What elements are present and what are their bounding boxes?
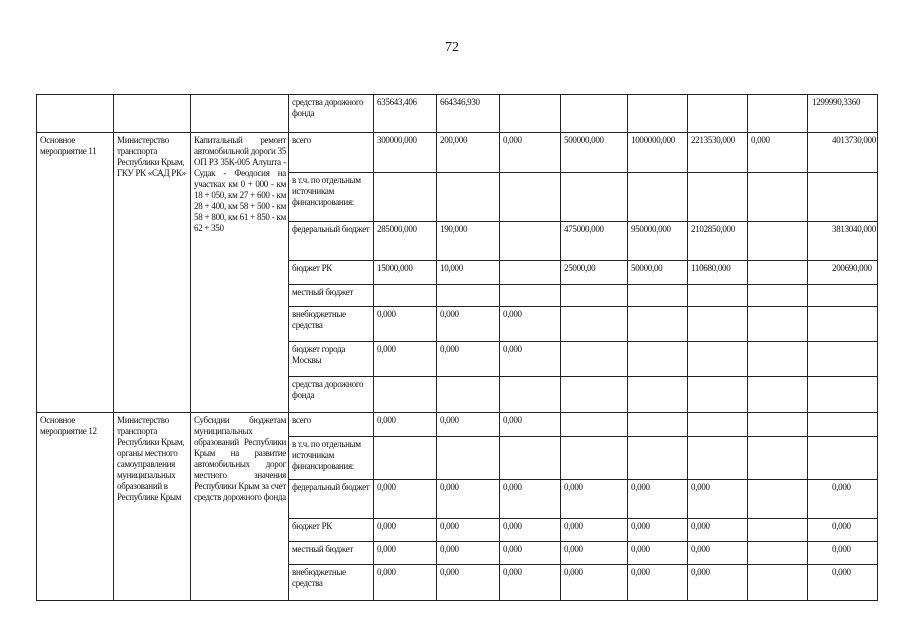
amount-cell: [628, 95, 688, 133]
funding-source-cell: бюджет РК: [289, 519, 374, 542]
amount-cell: 500000,000: [561, 133, 628, 173]
amount-cell: 0,000: [561, 542, 628, 565]
amount-cell: 0,000: [500, 519, 561, 542]
amount-cell: [748, 542, 808, 565]
amount-cell: [808, 377, 878, 413]
amount-cell: 0,000: [808, 565, 878, 601]
table-row: [37, 413, 878, 437]
amount-cell: [628, 377, 688, 413]
amount-cell: [748, 342, 808, 377]
amount-cell: 0,000: [500, 542, 561, 565]
amount-cell: [688, 95, 748, 133]
amount-cell: [748, 285, 808, 307]
amount-cell: [374, 437, 437, 480]
amount-cell: 0,000: [500, 413, 561, 437]
amount-cell: [808, 307, 878, 342]
amount-cell: 0,000: [561, 519, 628, 542]
amount-cell: 0,000: [500, 480, 561, 519]
amount-cell: [500, 95, 561, 133]
amount-cell: 0,000: [437, 542, 500, 565]
funding-source-cell: федеральный бюджет: [289, 480, 374, 519]
amount-cell: [748, 222, 808, 261]
executor-name: Министерство транспорта Республики Крым, ГКУ РК «САД РК»: [114, 133, 191, 413]
amount-cell: [808, 437, 878, 480]
amount-cell: [688, 173, 748, 222]
amount-cell: 0,000: [437, 480, 500, 519]
amount-cell: 0,000: [500, 342, 561, 377]
amount-cell: 0,000: [688, 542, 748, 565]
budget-table-body: [37, 95, 878, 601]
amount-cell: 190,000: [437, 222, 500, 261]
amount-cell: 2213530,000: [688, 133, 748, 173]
funding-source-cell: внебюджетные средства: [289, 307, 374, 342]
amount-cell: 285000,000: [374, 222, 437, 261]
amount-cell: [374, 285, 437, 307]
amount-cell: 0,000: [374, 565, 437, 601]
amount-cell: 300000,000: [374, 133, 437, 173]
amount-cell: [808, 285, 878, 307]
amount-cell: 0,000: [500, 133, 561, 173]
amount-cell: [808, 173, 878, 222]
amount-cell: 0,000: [500, 307, 561, 342]
amount-cell: 0,000: [628, 519, 688, 542]
amount-cell: 0,000: [500, 565, 561, 601]
funding-source-cell: федеральный бюджет: [289, 222, 374, 261]
amount-cell: 3813040,000: [808, 222, 878, 261]
amount-cell: [500, 222, 561, 261]
amount-cell: 0,000: [437, 565, 500, 601]
event-name: Основное мероприятие 12: [37, 413, 114, 601]
amount-cell: [748, 173, 808, 222]
amount-cell: [561, 413, 628, 437]
amount-cell: 0,000: [437, 413, 500, 437]
amount-cell: 0,000: [374, 342, 437, 377]
amount-cell: [808, 413, 878, 437]
amount-cell: [561, 95, 628, 133]
amount-cell: [628, 437, 688, 480]
event-cell: [37, 95, 114, 133]
amount-cell: [748, 413, 808, 437]
amount-cell: 0,000: [374, 480, 437, 519]
amount-cell: [628, 173, 688, 222]
amount-cell: 2102850,000: [688, 222, 748, 261]
amount-cell: 0,000: [628, 565, 688, 601]
page-number: 72: [445, 40, 459, 55]
amount-cell: 200690,000: [808, 261, 878, 285]
amount-cell: [688, 342, 748, 377]
amount-cell: [437, 173, 500, 222]
table-row: [37, 95, 878, 133]
funding-source-cell: бюджет города Москвы: [289, 342, 374, 377]
amount-cell: [628, 342, 688, 377]
amount-cell: 950000,000: [628, 222, 688, 261]
amount-cell: 0,000: [688, 565, 748, 601]
amount-cell: [688, 307, 748, 342]
amount-cell: 0,000: [374, 519, 437, 542]
executor-cell: [114, 95, 191, 133]
table-row: [37, 133, 878, 173]
amount-cell: [748, 480, 808, 519]
amount-cell: 15000,000: [374, 261, 437, 285]
amount-cell: [628, 285, 688, 307]
amount-cell: [561, 173, 628, 222]
funding-source-cell: бюджет РК: [289, 261, 374, 285]
amount-cell: 50000,00: [628, 261, 688, 285]
event-description: Капитальный ремонт автомобильной дороги 35 ОП РЗ 35К-005 Алушта - Судак - Феодосия на участках км 0 + 000 - км 18 + 050, км 27 + 600 - км 28 + 400, км 58 + 500 - км 58 + 800, км 61 + 850 - км 62 + 350: [191, 133, 289, 413]
amount-cell: [628, 307, 688, 342]
event-description: Субсидии бюджетам муниципальных образований Республики Крым на развитие автомобильных дорог местного значения Республики Крым за счет средств дорожного фонда: [191, 413, 289, 601]
amount-cell: 110680,000: [688, 261, 748, 285]
funding-source-cell: всего: [289, 133, 374, 173]
amount-cell: 0,000: [374, 307, 437, 342]
amount-cell: [561, 437, 628, 480]
amount-cell: [437, 285, 500, 307]
amount-cell: [748, 377, 808, 413]
funding-source-cell: внебюджетные средства: [289, 565, 374, 601]
amount-cell: [500, 173, 561, 222]
amount-cell: 0,000: [808, 480, 878, 519]
amount-cell: [748, 519, 808, 542]
amount-cell: [748, 261, 808, 285]
amount-cell: [500, 377, 561, 413]
amount-cell: 0,000: [808, 519, 878, 542]
amount-cell: [561, 285, 628, 307]
amount-cell: [688, 437, 748, 480]
amount-cell: 0,000: [688, 480, 748, 519]
amount-cell: 1299990,3360: [808, 95, 878, 133]
amount-cell: [561, 307, 628, 342]
amount-cell: [808, 342, 878, 377]
amount-cell: 635643,406: [374, 95, 437, 133]
amount-cell: [688, 413, 748, 437]
amount-cell: 0,000: [628, 480, 688, 519]
amount-cell: [561, 377, 628, 413]
amount-cell: 0,000: [437, 519, 500, 542]
funding-source-cell: местный бюджет: [289, 285, 374, 307]
amount-cell: 0,000: [374, 413, 437, 437]
amount-cell: [437, 437, 500, 480]
amount-cell: [500, 437, 561, 480]
amount-cell: [500, 285, 561, 307]
amount-cell: [374, 173, 437, 222]
amount-cell: 200,000: [437, 133, 500, 173]
amount-cell: 10,000: [437, 261, 500, 285]
amount-cell: 475000,000: [561, 222, 628, 261]
amount-cell: [374, 377, 437, 413]
amount-cell: 25000,00: [561, 261, 628, 285]
description-cell: [191, 95, 289, 133]
amount-cell: 1000000,000: [628, 133, 688, 173]
funding-source-cell: местный бюджет: [289, 542, 374, 565]
amount-cell: [748, 565, 808, 601]
amount-cell: 0,000: [688, 519, 748, 542]
amount-cell: [628, 413, 688, 437]
amount-cell: 0,000: [628, 542, 688, 565]
amount-cell: [688, 377, 748, 413]
amount-cell: [748, 307, 808, 342]
funding-source-cell: в т.ч. по отдельным источникам финансирования:: [289, 437, 374, 480]
amount-cell: 4013730,000: [808, 133, 878, 173]
amount-cell: 0,000: [561, 480, 628, 519]
amount-cell: 0,000: [437, 307, 500, 342]
amount-cell: [437, 377, 500, 413]
amount-cell: 0,000: [437, 342, 500, 377]
amount-cell: [748, 95, 808, 133]
amount-cell: 0,000: [374, 542, 437, 565]
budget-table: [36, 94, 878, 601]
executor-name: Министерство транспорта Республики Крым, органы местного самоуправления муниципальных образований в Республике Крым: [114, 413, 191, 601]
amount-cell: 0,000: [561, 565, 628, 601]
funding-source-cell: средства дорожного фонда: [289, 377, 374, 413]
amount-cell: 0,000: [748, 133, 808, 173]
event-name: Основное мероприятие 11: [37, 133, 114, 413]
amount-cell: [561, 342, 628, 377]
funding-source-cell: средства дорожного фонда: [289, 95, 374, 133]
amount-cell: [688, 285, 748, 307]
amount-cell: [748, 437, 808, 480]
amount-cell: [500, 261, 561, 285]
funding-source-cell: всего: [289, 413, 374, 437]
amount-cell: 664346,930: [437, 95, 500, 133]
amount-cell: 0,000: [808, 542, 878, 565]
funding-source-cell: в т.ч. по отдельным источникам финансирования:: [289, 173, 374, 222]
